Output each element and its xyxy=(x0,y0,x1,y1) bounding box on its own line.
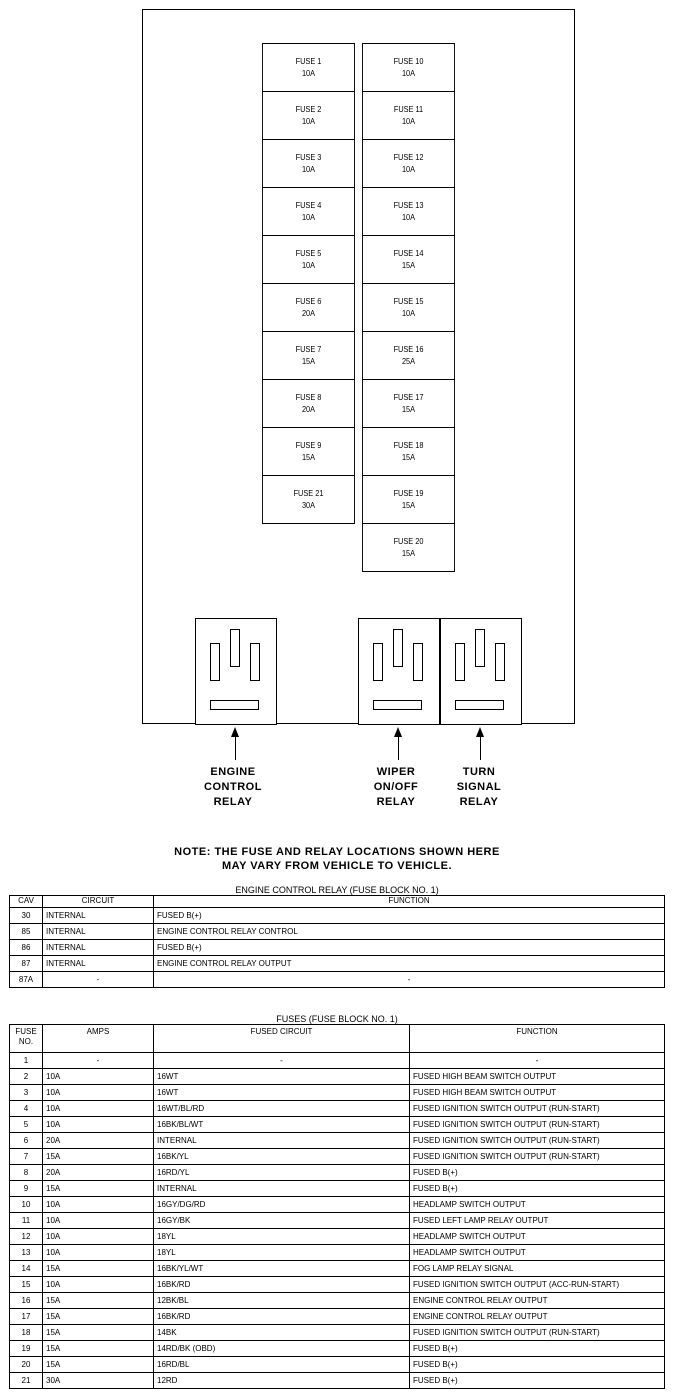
table-cell: 7 xyxy=(10,1149,43,1165)
table-cell: 14RD/BK (OBD) xyxy=(154,1341,410,1357)
fuse-name: FUSE 9 xyxy=(295,440,322,450)
column-header: FUSE NO. xyxy=(15,1027,37,1046)
fuse-amps: 20A xyxy=(301,404,316,414)
table-cell: 4 xyxy=(10,1101,43,1117)
column-header: FUNCTION xyxy=(154,896,665,908)
table-row xyxy=(10,1277,665,1293)
label-line: ON/OFF xyxy=(373,781,419,793)
table-cell: HEADLAMP SWITCH OUTPUT xyxy=(410,1245,665,1261)
engine-control-relay-label xyxy=(183,765,283,810)
table-row xyxy=(10,1229,665,1245)
fuse-table xyxy=(9,1024,665,1389)
table-cell: 12RD xyxy=(154,1373,410,1389)
table-cell: 10A xyxy=(43,1245,154,1261)
table-row xyxy=(10,1341,665,1357)
fuse-amps: 25A xyxy=(401,356,416,366)
table-row xyxy=(10,1069,665,1085)
table-cell: 16BK/YL/WT xyxy=(154,1261,410,1277)
table-cell: INTERNAL xyxy=(154,1133,410,1149)
fuse-cell xyxy=(362,523,455,572)
fuse-cell xyxy=(362,427,455,476)
table-cell: 20A xyxy=(43,1133,154,1149)
table-cell: 16WT xyxy=(154,1069,410,1085)
table-cell: 15A xyxy=(43,1309,154,1325)
table-row xyxy=(10,1293,665,1309)
label-line: SIGNAL xyxy=(456,781,502,793)
fuse-name: FUSE 5 xyxy=(295,248,322,258)
table-row xyxy=(10,1197,665,1213)
table-row xyxy=(10,1325,665,1341)
table-cell: INTERNAL xyxy=(43,940,154,956)
fuse-cell xyxy=(362,43,455,92)
table-cell: 85 xyxy=(10,924,43,940)
table-cell: ENGINE CONTROL RELAY OUTPUT xyxy=(154,956,665,972)
table-cell: 15 xyxy=(10,1277,43,1293)
table-cell: 14 xyxy=(10,1261,43,1277)
table-cell: 10A xyxy=(43,1085,154,1101)
table-cell: 20 xyxy=(10,1357,43,1373)
table-cell: INTERNAL xyxy=(43,908,154,924)
fuse-cell xyxy=(262,139,355,188)
fuse-amps: 30A xyxy=(301,500,316,510)
fuse-amps: 15A xyxy=(301,356,316,366)
table-cell: 2 xyxy=(10,1069,43,1085)
table-cell: 14BK xyxy=(154,1325,410,1341)
fuse-amps: 10A xyxy=(401,116,416,126)
table-cell: 10A xyxy=(43,1069,154,1085)
table-cell: 15A xyxy=(43,1341,154,1357)
table-cell: FUSED B(+) xyxy=(410,1373,665,1389)
fuse-cell xyxy=(362,331,455,380)
table-row xyxy=(10,1309,665,1325)
relay-terminal xyxy=(413,643,423,681)
fuse-name: FUSE 6 xyxy=(295,296,322,306)
column-header: CIRCUIT xyxy=(43,896,154,908)
table-cell: 18YL xyxy=(154,1229,410,1245)
fuse-name: FUSE 18 xyxy=(393,440,424,450)
relay-table xyxy=(9,895,665,988)
table-cell: 16GY/DG/RD xyxy=(154,1197,410,1213)
fuse-amps: 15A xyxy=(401,404,416,414)
table-cell: 30A xyxy=(43,1373,154,1389)
table-cell: FUSED LEFT LAMP RELAY OUTPUT xyxy=(410,1213,665,1229)
fuse-cell xyxy=(262,379,355,428)
fuse-table-title: FUSES (FUSE BLOCK NO. 1) xyxy=(276,1014,398,1024)
fuse-amps: 15A xyxy=(401,500,416,510)
fuse-amps: 10A xyxy=(401,308,416,318)
column-header: CAV xyxy=(10,896,43,908)
relay-terminal xyxy=(373,643,383,681)
table-cell: 16BK/RD xyxy=(154,1277,410,1293)
table-row xyxy=(10,1117,665,1133)
table-cell: 19 xyxy=(10,1341,43,1357)
table-cell: INTERNAL xyxy=(43,956,154,972)
fuse-amps: 20A xyxy=(301,308,316,318)
arrow-shaft xyxy=(235,736,236,760)
fuse-name: FUSE 17 xyxy=(393,392,424,402)
fuse-name: FUSE 10 xyxy=(393,56,424,66)
table-cell: 1 xyxy=(10,1053,43,1069)
label-line: CONTROL xyxy=(204,781,262,793)
table-cell: FUSED IGNITION SWITCH OUTPUT (RUN-START) xyxy=(410,1149,665,1165)
fuse-cell xyxy=(362,235,455,284)
table-cell: - xyxy=(43,1053,154,1069)
fuse-name: FUSE 15 xyxy=(393,296,424,306)
table-cell: - xyxy=(43,972,154,988)
table-cell: 16GY/BK xyxy=(154,1213,410,1229)
table-cell: 12 xyxy=(10,1229,43,1245)
table-cell: 11 xyxy=(10,1213,43,1229)
table-row xyxy=(10,1357,665,1373)
table-cell: 86 xyxy=(10,940,43,956)
fuse-cell xyxy=(262,91,355,140)
table-cell: ENGINE CONTROL RELAY OUTPUT xyxy=(410,1293,665,1309)
relay-terminal xyxy=(210,700,259,710)
fuse-name: FUSE 13 xyxy=(393,200,424,210)
table-cell: FUSED IGNITION SWITCH OUTPUT (ACC-RUN-START) xyxy=(410,1277,665,1293)
note-line-2: MAY VARY FROM VEHICLE TO VEHICLE. xyxy=(221,860,453,872)
table-cell: 10 xyxy=(10,1197,43,1213)
table-cell: 10A xyxy=(43,1277,154,1293)
table-cell: FUSED IGNITION SWITCH OUTPUT (RUN-START) xyxy=(410,1133,665,1149)
fuse-name: FUSE 21 xyxy=(293,488,324,498)
table-cell: 9 xyxy=(10,1181,43,1197)
turn-signal-relay xyxy=(440,618,522,725)
table-cell: 18YL xyxy=(154,1245,410,1261)
table-row xyxy=(10,1245,665,1261)
label-line: RELAY xyxy=(459,796,499,808)
fuse-amps: 10A xyxy=(301,68,316,78)
table-cell: 20A xyxy=(43,1165,154,1181)
table-cell: 13 xyxy=(10,1245,43,1261)
table-cell: 15A xyxy=(43,1261,154,1277)
table-row xyxy=(10,1213,665,1229)
table-cell: 87 xyxy=(10,956,43,972)
table-cell: INTERNAL xyxy=(154,1181,410,1197)
fuse-name: FUSE 12 xyxy=(393,152,424,162)
fuse-name: FUSE 7 xyxy=(295,344,322,354)
table-cell: 10A xyxy=(43,1197,154,1213)
relay-table-title: ENGINE CONTROL RELAY (FUSE BLOCK NO. 1) xyxy=(235,885,439,895)
table-cell: 8 xyxy=(10,1165,43,1181)
table-cell: 17 xyxy=(10,1309,43,1325)
table-cell: FUSED B(+) xyxy=(154,908,665,924)
fuse-block-outline xyxy=(142,9,575,724)
fuse-cell xyxy=(362,91,455,140)
fuse-amps: 15A xyxy=(301,452,316,462)
table-cell: HEADLAMP SWITCH OUTPUT xyxy=(410,1229,665,1245)
table-cell: 10A xyxy=(43,1117,154,1133)
fuse-amps: 10A xyxy=(401,68,416,78)
table-row xyxy=(10,1101,665,1117)
table-row xyxy=(10,1165,665,1181)
label-line: RELAY xyxy=(376,796,416,808)
relay-terminal xyxy=(455,643,465,681)
table-row xyxy=(10,1133,665,1149)
fuse-cell xyxy=(262,283,355,332)
table-row xyxy=(10,1085,665,1101)
table-cell: FUSED B(+) xyxy=(154,940,665,956)
table-cell: FUSED IGNITION SWITCH OUTPUT (RUN-START) xyxy=(410,1325,665,1341)
column-header: FUSED CIRCUIT xyxy=(154,1025,410,1053)
table-cell: FOG LAMP RELAY SIGNAL xyxy=(410,1261,665,1277)
fuse-name: FUSE 16 xyxy=(393,344,424,354)
table-cell: ENGINE CONTROL RELAY OUTPUT xyxy=(410,1309,665,1325)
table-cell: 3 xyxy=(10,1085,43,1101)
fuse-name: FUSE 14 xyxy=(393,248,424,258)
fuse-name: FUSE 8 xyxy=(295,392,322,402)
fuse-cell xyxy=(362,379,455,428)
fuse-name: FUSE 19 xyxy=(393,488,424,498)
table-cell: - xyxy=(154,1053,410,1069)
turn-signal-relay-label xyxy=(429,765,529,810)
fuse-name: FUSE 2 xyxy=(295,104,322,114)
table-cell: 15A xyxy=(43,1357,154,1373)
fuse-cell xyxy=(262,331,355,380)
label-line: RELAY xyxy=(213,796,253,808)
table-row xyxy=(10,1053,665,1069)
table-cell: INTERNAL xyxy=(43,924,154,940)
fuse-cell xyxy=(362,187,455,236)
fuse-cell xyxy=(262,427,355,476)
arrow-shaft xyxy=(480,736,481,760)
table-cell: FUSED IGNITION SWITCH OUTPUT (RUN-START) xyxy=(410,1101,665,1117)
fuse-amps: 10A xyxy=(401,212,416,222)
fuse-cell xyxy=(262,187,355,236)
fuse-cell xyxy=(262,475,355,524)
table-cell: 15A xyxy=(43,1325,154,1341)
fuse-cell xyxy=(362,283,455,332)
table-cell: 10A xyxy=(43,1101,154,1117)
table-cell: 15A xyxy=(43,1293,154,1309)
relay-terminal xyxy=(210,643,220,681)
relay-terminal xyxy=(230,629,240,667)
table-cell: HEADLAMP SWITCH OUTPUT xyxy=(410,1197,665,1213)
table-cell: 16WT xyxy=(154,1085,410,1101)
column-header-fuse-no xyxy=(10,1025,43,1053)
table-cell: 16BK/YL xyxy=(154,1149,410,1165)
relay-terminal xyxy=(455,700,504,710)
fuse-amps: 15A xyxy=(401,260,416,270)
table-cell: FUSED B(+) xyxy=(410,1341,665,1357)
label-line: ENGINE xyxy=(210,766,256,778)
fuse-name: FUSE 11 xyxy=(393,104,424,114)
table-cell: FUSED B(+) xyxy=(410,1165,665,1181)
table-cell: 5 xyxy=(10,1117,43,1133)
fuse-amps: 10A xyxy=(301,212,316,222)
fuse-amps: 10A xyxy=(301,116,316,126)
fuse-name: FUSE 20 xyxy=(393,536,424,546)
fuse-name: FUSE 1 xyxy=(295,56,322,66)
table-cell: 10A xyxy=(43,1213,154,1229)
table-cell: 16BK/RD xyxy=(154,1309,410,1325)
table-cell: 12BK/BL xyxy=(154,1293,410,1309)
fuse-cell xyxy=(262,235,355,284)
table-cell: ENGINE CONTROL RELAY CONTROL xyxy=(154,924,665,940)
fuse-amps: 15A xyxy=(401,452,416,462)
table-cell: 16RD/BL xyxy=(154,1357,410,1373)
relay-terminal xyxy=(475,629,485,667)
table-row xyxy=(10,1261,665,1277)
table-row xyxy=(10,1181,665,1197)
table-row xyxy=(10,1149,665,1165)
wiper-relay xyxy=(358,618,440,725)
table-cell: FUSED B(+) xyxy=(410,1357,665,1373)
note-line-1: NOTE: THE FUSE AND RELAY LOCATIONS SHOWN HERE xyxy=(174,846,500,858)
fuse-cell xyxy=(362,139,455,188)
fuse-name: FUSE 4 xyxy=(295,200,322,210)
fuse-amps: 15A xyxy=(401,548,416,558)
table-row xyxy=(10,956,665,972)
label-line: TURN xyxy=(462,766,496,778)
label-line: WIPER xyxy=(376,766,416,778)
table-cell: FUSED IGNITION SWITCH OUTPUT (RUN-START) xyxy=(410,1117,665,1133)
relay-terminal xyxy=(250,643,260,681)
column-header: FUNCTION xyxy=(410,1025,665,1053)
table-cell: 18 xyxy=(10,1325,43,1341)
column-header: AMPS xyxy=(43,1025,154,1053)
table-cell: 87A xyxy=(10,972,43,988)
table-cell: - xyxy=(154,972,665,988)
table-cell: FUSED HIGH BEAM SWITCH OUTPUT xyxy=(410,1085,665,1101)
fuse-amps: 10A xyxy=(301,260,316,270)
table-cell: 16BK/BL/WT xyxy=(154,1117,410,1133)
relay-terminal xyxy=(393,629,403,667)
table-cell: 15A xyxy=(43,1181,154,1197)
table-cell: 10A xyxy=(43,1229,154,1245)
table-cell: 30 xyxy=(10,908,43,924)
fuse-name: FUSE 3 xyxy=(295,152,322,162)
table-cell: FUSED B(+) xyxy=(410,1181,665,1197)
engine-control-relay xyxy=(195,618,277,725)
relay-terminal xyxy=(495,643,505,681)
table-row xyxy=(10,908,665,924)
fuse-amps: 10A xyxy=(401,164,416,174)
table-row xyxy=(10,1373,665,1389)
table-row xyxy=(10,940,665,956)
table-cell: 16RD/YL xyxy=(154,1165,410,1181)
table-row xyxy=(10,924,665,940)
table-row xyxy=(10,972,665,988)
arrow-shaft xyxy=(398,736,399,760)
table-cell: - xyxy=(410,1053,665,1069)
table-cell: 6 xyxy=(10,1133,43,1149)
fuse-amps: 10A xyxy=(301,164,316,174)
table-cell: 16 xyxy=(10,1293,43,1309)
table-cell: 21 xyxy=(10,1373,43,1389)
table-cell: 16WT/BL/RD xyxy=(154,1101,410,1117)
table-cell: FUSED HIGH BEAM SWITCH OUTPUT xyxy=(410,1069,665,1085)
relay-terminal xyxy=(373,700,422,710)
fuse-cell xyxy=(362,475,455,524)
table-cell: 15A xyxy=(43,1149,154,1165)
fuse-cell xyxy=(262,43,355,92)
